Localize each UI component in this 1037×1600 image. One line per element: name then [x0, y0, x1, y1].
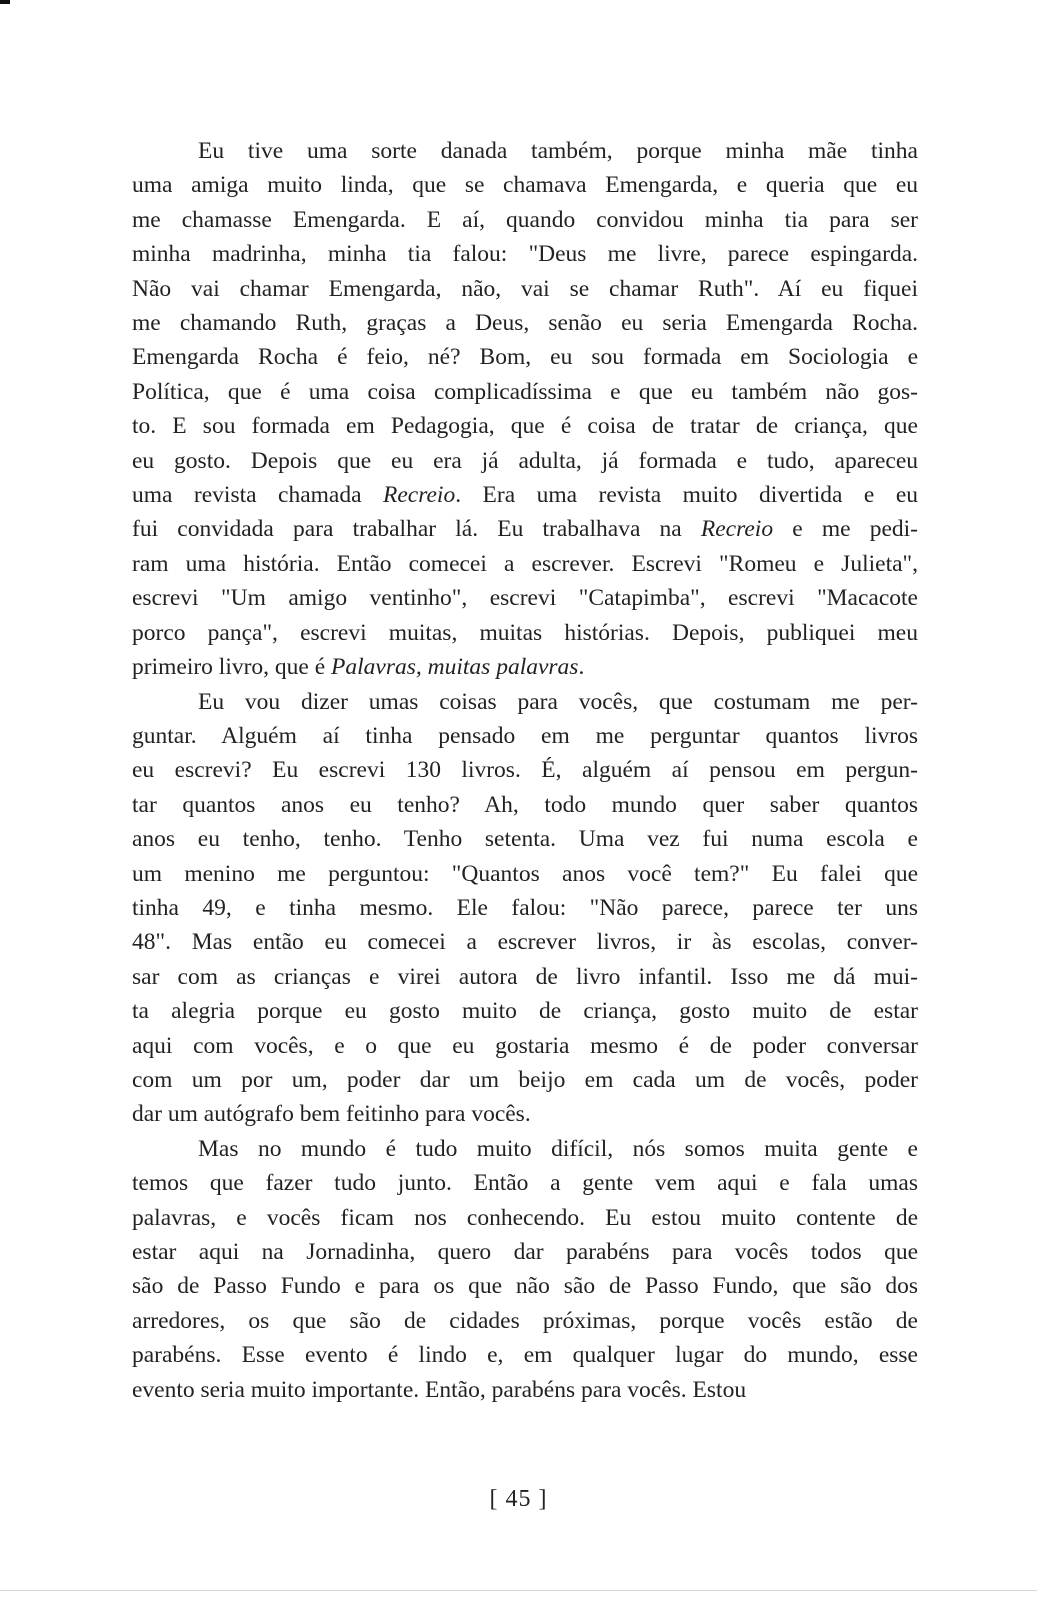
text-line: parabéns. Esse evento é lindo e, em qualquer lugar do mundo, esse	[132, 1342, 918, 1369]
text-line: primeiro livro, que é Palavras, muitas palavras.	[132, 654, 585, 681]
text-line: temos que fazer tudo junto. Então a gente vem aqui e fala umas	[132, 1170, 918, 1197]
paragraph	[132, 685, 918, 1132]
text-line: eu gosto. Depois que eu era já adulta, já formada e tudo, apareceu	[132, 447, 918, 474]
text-line: com um por um, poder dar um beijo em cada um de vocês, poder	[132, 1066, 918, 1093]
text-line: me chamando Ruth, graças a Deus, senão eu seria Emengarda Rocha.	[132, 310, 918, 337]
text-line: anos eu tenho, tenho. Tenho setenta. Uma vez fui numa escola e	[132, 826, 918, 853]
text-line: Eu tive uma sorte danada também, porque minha mãe tinha	[198, 138, 918, 164]
text-line: palavras, e vocês ficam nos conhecendo. Eu estou muito contente de	[132, 1204, 918, 1231]
text-line: to. E sou formada em Pedagogia, que é coisa de tratar de criança, que	[132, 413, 918, 440]
text-line: eu escrevi? Eu escrevi 130 livros. É, alguém aí pensou em pergun-	[132, 757, 918, 784]
text-line: 48". Mas então eu comecei a escrever livros, ir às escolas, conver-	[132, 929, 918, 956]
text-line: dar um autógrafo bem feitinho para vocês.	[132, 1101, 531, 1128]
text-line: tinha 49, e tinha mesmo. Ele falou: "Não parece, parece ter uns	[132, 894, 918, 921]
text-line: uma revista chamada Recreio. Era uma revista muito divertida e eu	[132, 482, 918, 509]
text-line: minha madrinha, minha tia falou: "Deus me livre, parece espingarda.	[132, 241, 918, 268]
text-line: Política, que é uma coisa complicadíssima e que eu também não gos-	[132, 378, 918, 405]
paragraph	[132, 1132, 918, 1407]
text-line: sar com as crianças e virei autora de livro infantil. Isso me dá mui-	[132, 963, 918, 990]
page-bottom-edge	[0, 1590, 1037, 1591]
text-line: Mas no mundo é tudo muito difícil, nós somos muita gente e	[198, 1135, 918, 1162]
text-line: arredores, os que são de cidades próximas, porque vocês estão de	[132, 1307, 918, 1334]
text-line: fui convidada para trabalhar lá. Eu trabalhava na Recreio e me pedi-	[132, 516, 918, 543]
text-line: porco pança", escrevi muitas, muitas histórias. Depois, publiquei meu	[132, 619, 918, 646]
scan-corner-mark	[0, 0, 10, 4]
text-line: um menino me perguntou: "Quantos anos você tem?" Eu falei que	[132, 860, 918, 887]
text-line: estar aqui na Jornadinha, quero dar parabéns para vocês todos que	[132, 1239, 918, 1265]
body-text	[132, 134, 918, 1407]
text-line: evento seria muito importante. Então, parabéns para vocês. Estou	[132, 1376, 747, 1403]
text-line: Não vai chamar Emengarda, não, vai se chamar Ruth". Aí eu fiquei	[132, 275, 918, 302]
text-line: me chamasse Emengarda. E aí, quando convidou minha tia para ser	[132, 206, 918, 233]
text-line: aqui com vocês, e o que eu gostaria mesmo é de poder conversar	[132, 1032, 918, 1059]
paragraph	[132, 134, 918, 685]
text-line: Emengarda Rocha é feio, né? Bom, eu sou formada em Sociologia e	[132, 344, 918, 371]
text-line: guntar. Alguém aí tinha pensado em me perguntar quantos livros	[132, 722, 918, 749]
text-line: uma amiga muito linda, que se chamava Emengarda, e queria que eu	[132, 172, 918, 199]
text-line: Eu vou dizer umas coisas para vocês, que costumam me per-	[198, 688, 918, 715]
text-line: tar quantos anos eu tenho? Ah, todo mundo quer saber quantos	[132, 791, 918, 818]
text-line: são de Passo Fundo e para os que não são de Passo Fundo, que são dos	[132, 1273, 918, 1300]
page-number: [ 45 ]	[489, 1486, 548, 1512]
text-line: escrevi "Um amigo ventinho", escrevi "Catapimba", escrevi "Macacote	[132, 585, 918, 612]
text-line: ta alegria porque eu gosto muito de criança, gosto muito de estar	[132, 998, 918, 1025]
text-line: ram uma história. Então comecei a escrever. Escrevi "Romeu e Julieta",	[132, 550, 918, 577]
